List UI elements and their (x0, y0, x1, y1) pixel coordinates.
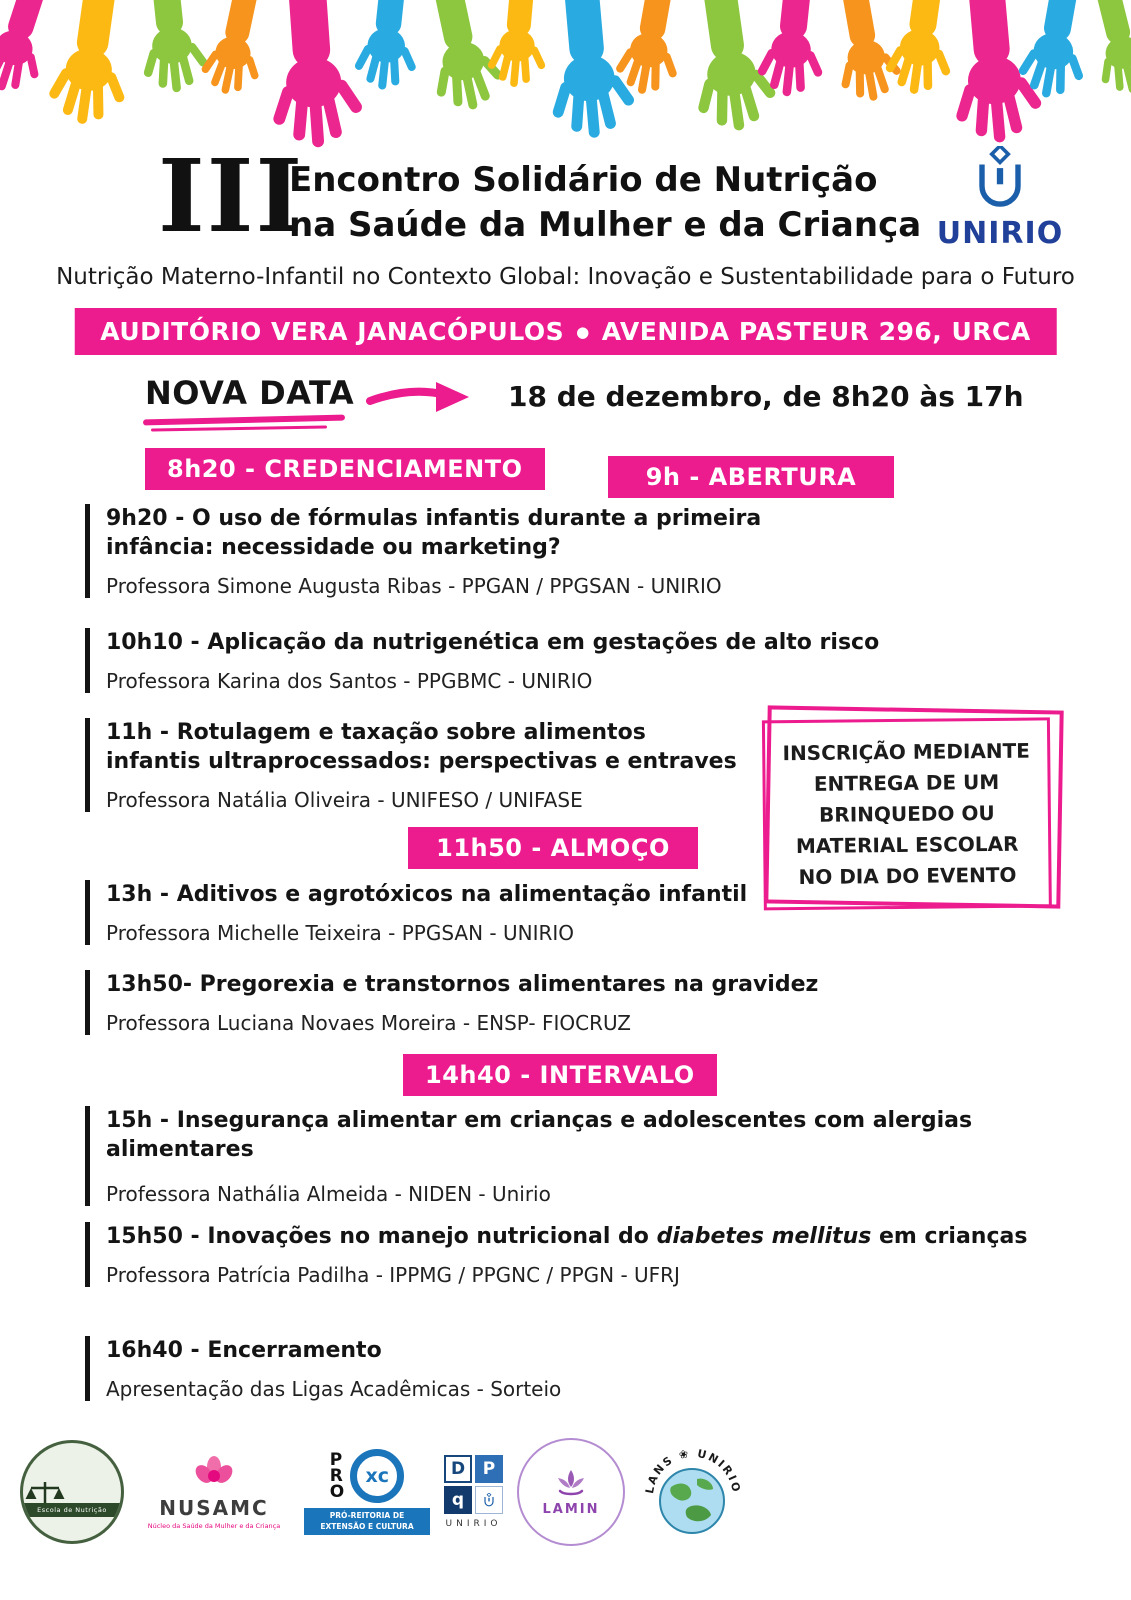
talk-title: 10h10 - Aplicação da nutrigenética em gestações de alto risco (106, 630, 880, 655)
talk-title-text: 15h50 - Inovações no manejo nutricional do (106, 1224, 657, 1249)
proexc-logo (304, 1449, 430, 1535)
lamin-wordmark: LAMIN (542, 1501, 600, 1517)
schedule-item (85, 628, 879, 693)
proexc-circle-icon (350, 1449, 404, 1503)
talk-title: 16h40 - Encerramento (106, 1338, 382, 1363)
schedule-item (85, 718, 745, 812)
unirio-logo (920, 146, 1080, 251)
talk-title: 13h - Aditivos e agrotóxicos na alimentação infantil (106, 882, 748, 907)
venue-address: AVENIDA PASTEUR 296, URCA (601, 317, 1031, 346)
event-title (289, 158, 921, 248)
dpq-tiles (444, 1455, 503, 1514)
dpq-tile-p: P (475, 1455, 503, 1483)
talk-title (106, 1222, 1027, 1251)
proexc-xc: xc (365, 1465, 389, 1487)
edition-numeral: III (158, 137, 305, 255)
unirio-emblem-icon (964, 146, 1036, 210)
lotus-icon (554, 1468, 588, 1498)
proexc-letter: P (329, 1449, 343, 1470)
talk-title: 13h50- Pregorexia e transtornos alimentares na gravidez (106, 972, 819, 997)
talk-title: 9h20 - O uso de fórmulas infantis durante a primeira infância: necessidade ou marketing? (106, 506, 762, 561)
badge-credenciamento: 8h20 - CREDENCIAMENTO (145, 448, 545, 490)
inscription-note-box (764, 705, 1063, 908)
proexc-caption-line2: EXTENSÃO E CULTURA (320, 1521, 414, 1531)
talk-speaker: Professora Nathália Almeida - NIDEN - Unirio (106, 1182, 551, 1207)
inscription-note-inner-border (762, 717, 1052, 910)
schedule-item (85, 1106, 1090, 1206)
event-title-line2: na Saúde da Mulher e da Criança (289, 204, 922, 245)
proexc-letters (329, 1449, 345, 1503)
lans-arc-text: LANS ❀ UNIRIO (643, 1446, 744, 1495)
talk-title: 11h - Rotulagem e taxação sobre alimentos infantis ultraprocessados: perspectivas e entraves (106, 720, 737, 775)
dpq-tile-q: q (444, 1486, 472, 1514)
venue-banner (74, 308, 1057, 355)
talk-title-italic: diabetes mellitus (656, 1224, 872, 1249)
proexc-letter: O (329, 1482, 345, 1503)
nusamc-wordmark: NUSAMC (159, 1496, 269, 1520)
proexc-mark (330, 1449, 404, 1503)
talk-speaker: Professora Luciana Novaes Moreira - ENSP- FIOCRUZ (106, 1011, 631, 1036)
schedule-item (85, 970, 818, 1035)
new-date-label: NOVA DATA (145, 374, 355, 412)
dpq-tile-unirio-emblem (475, 1486, 503, 1514)
underline-stroke (143, 415, 345, 426)
schedule-item (85, 1222, 1027, 1287)
talk-title-text: em crianças (871, 1224, 1028, 1249)
lamin-logo (517, 1438, 625, 1546)
badge-abertura: 9h - ABERTURA (608, 456, 894, 498)
escola-de-nutricao-logo (20, 1440, 124, 1544)
proexc-caption (304, 1508, 430, 1535)
event-date: 18 de dezembro, de 8h20 às 17h (508, 380, 1024, 413)
separator-dot: ● (576, 323, 590, 341)
badge-almoco: 11h50 - ALMOÇO (408, 827, 698, 869)
dpq-logo (444, 1455, 503, 1529)
schedule-item (85, 1336, 561, 1401)
underline-stroke (151, 425, 327, 431)
unirio-emblem-icon (481, 1493, 497, 1507)
arrow-right-icon (366, 377, 474, 417)
dpq-tile-d: D (444, 1455, 472, 1483)
talk-speaker: Professora Natália Oliveira - UNIFESO / UNIFASE (106, 788, 583, 813)
talk-speaker: Professora Patrícia Padilha - IPPMG / PPGNC / PPGN - UFRJ (106, 1263, 680, 1288)
lamin-circle (517, 1438, 625, 1546)
venue-name: AUDITÓRIO VERA JANACÓPULOS (100, 317, 565, 346)
unirio-wordmark: UNIRIO (936, 216, 1064, 251)
inscription-note-text: INSCRIÇÃO MEDIANTE ENTREGA DE UM BRINQUEDO OU MATERIAL ESCOLAR NO DIA DO EVENTO (782, 738, 1031, 889)
badge-intervalo: 14h40 - INTERVALO (403, 1054, 717, 1096)
proexc-caption-line1: PRÓ-REITORIA DE (329, 1511, 405, 1520)
talk-speaker: Apresentação das Ligas Acadêmicas - Sorteio (106, 1377, 562, 1402)
partner-logos-row (20, 1438, 745, 1546)
talk-speaker: Professora Michelle Teixeira - PPGSAN - UNIRIO (106, 921, 575, 946)
escola-band-text: Escola de Nutrição (23, 1503, 121, 1517)
schedule-item (85, 880, 747, 945)
lans-earth-icon (639, 1439, 745, 1545)
hands-banner-decoration (0, 0, 1131, 158)
dpq-caption: UNIRIO (445, 1519, 502, 1529)
schedule-item (85, 504, 825, 598)
nusamc-logo (138, 1454, 290, 1530)
proexc-letter: R (329, 1465, 343, 1486)
talk-title: 15h - Insegurança alimentar em crianças e adolescentes com alergias alimentares (106, 1108, 973, 1163)
flower-icon (192, 1454, 236, 1494)
event-subtitle: Nutrição Materno-Infantil no Contexto Global: Inovação e Sustentabilidade para o Futuro (56, 264, 1075, 290)
nusamc-caption: Núcleo da Saúde da Mulher e da Criança (147, 1522, 281, 1530)
lans-unirio-logo (639, 1439, 745, 1545)
event-title-line1: Encontro Solidário de Nutrição (289, 160, 878, 200)
talk-speaker: Professora Karina dos Santos - PPGBMC - UNIRIO (106, 669, 593, 694)
talk-speaker: Professora Simone Augusta Ribas - PPGAN / PPGSAN - UNIRIO (106, 574, 722, 599)
